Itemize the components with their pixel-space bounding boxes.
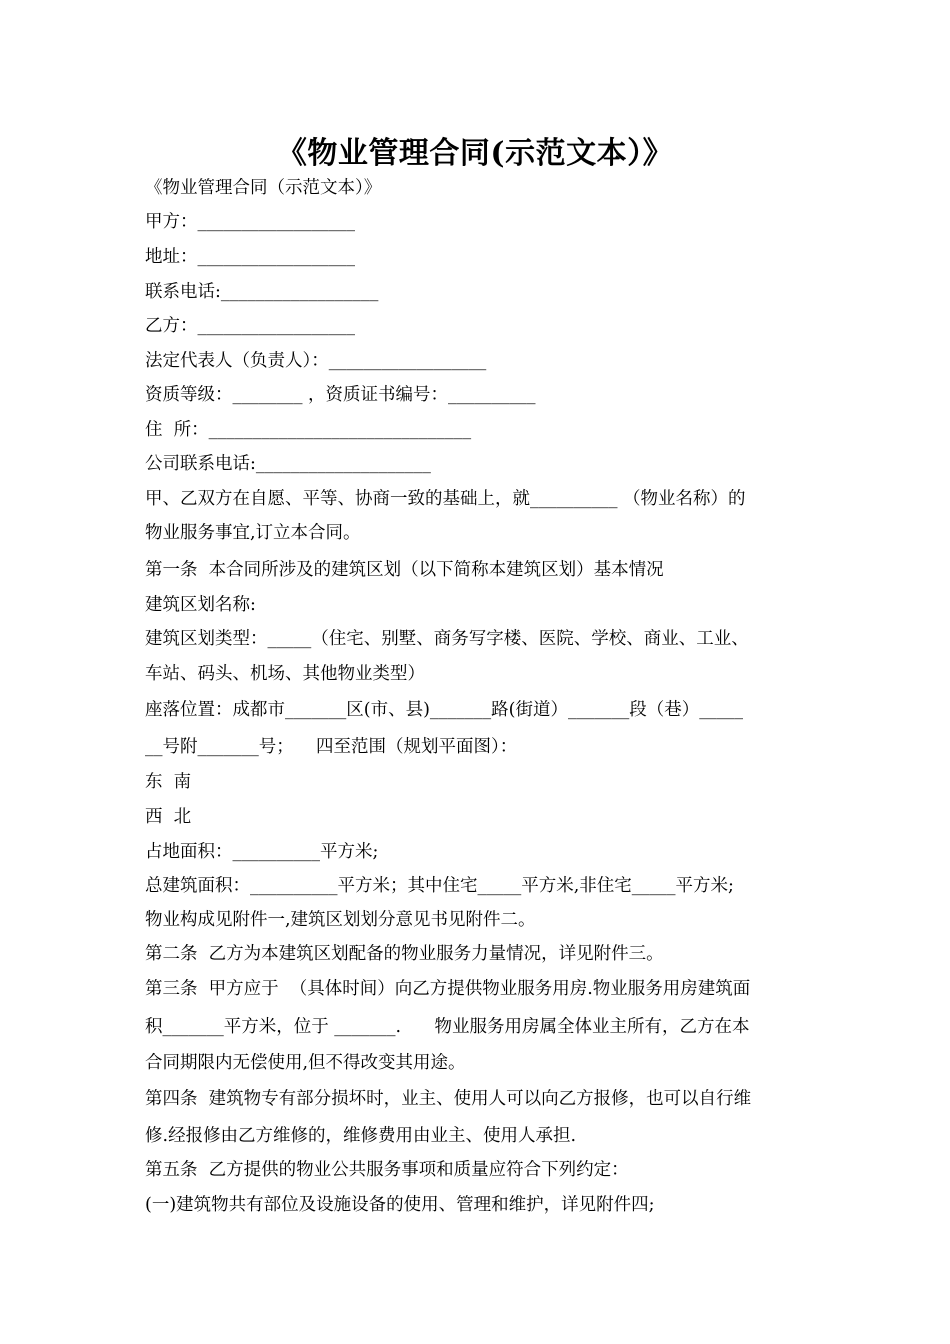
legal-representative-line: 法定代表人（负责人）：__________________ [145, 351, 487, 371]
paragraph-line: 西 北 [145, 807, 192, 827]
address-line: 地址：__________________ [145, 247, 355, 267]
company-phone-line: 公司联系电话:____________________ [145, 454, 431, 474]
party-a-line: 甲方：__________________ [145, 212, 355, 232]
article-heading: 第一条 本合同所涉及的建筑区划（以下简称本建筑区划）基本情况 [145, 560, 664, 580]
party-b-line: 乙方：__________________ [145, 316, 355, 336]
article-heading: 第三条 甲方应于 （具体时间）向乙方提供物业服务用房.物业服务用房建筑面 [145, 979, 751, 999]
paragraph-line: 积_______平方米，位于 _______. 物业服务用房属全体业主所有，乙方在本 [145, 1017, 750, 1037]
document-title: 《物业管理合同(示范文本）》 [276, 136, 674, 171]
phone-line: 联系电话:__________________ [145, 282, 379, 302]
paragraph-line: 建筑区划名称: [145, 595, 256, 615]
paragraph-line: __号附_______号； 四至范围（规划平面图）： [145, 737, 518, 757]
paragraph-line: 物业服务事宜,订立本合同。 [145, 523, 361, 543]
qualification-line: 资质等级：________ ，资质证书编号：__________ [145, 385, 536, 405]
residence-line: 住 所：______________________________ [145, 420, 472, 440]
paragraph-line: (一)建筑物共有部位及设施设备的使用、管理和维护，详见附件四; [145, 1195, 655, 1215]
article-heading: 第五条 乙方提供的物业公共服务事项和质量应符合下列约定： [145, 1160, 629, 1180]
article-heading: 第二条 乙方为本建筑区划配备的物业服务力量情况，详见附件三。 [145, 944, 664, 964]
article-heading: 第四条 建筑物专有部分损坏时，业主、使用人可以向乙方报修，也可以自行维 [145, 1089, 752, 1109]
paragraph-line: 座落位置：成都市_______区(市、县)_______路(街道）_______段（巷）_____ [145, 700, 743, 720]
paragraph-line: 合同期限内无偿使用,但不得改变其用途。 [145, 1053, 466, 1073]
subtitle-line: 《物业管理合同（示范文本）》 [145, 178, 382, 198]
paragraph-line: 物业构成见附件一,建筑区划划分意见书见附件二。 [145, 910, 536, 930]
paragraph-line: 修.经报修由乙方维修的，维修费用由业主、使用人承担. [145, 1126, 577, 1146]
paragraph-line: 建筑区划类型：_____（住宅、别墅、商务写字楼、医院、学校、商业、工业、 [145, 629, 749, 649]
paragraph-line: 占地面积：__________平方米; [145, 842, 379, 862]
paragraph-line: 甲、乙双方在自愿、平等、协商一致的基础上，就__________ （物业名称）的 [145, 489, 746, 509]
paragraph-line: 总建筑面积：__________平方米；其中住宅_____平方米,非住宅_____平方米; [145, 876, 734, 896]
paragraph-line: 东 南 [145, 772, 192, 792]
paragraph-line: 车站、码头、机场、其他物业类型） [145, 664, 425, 684]
